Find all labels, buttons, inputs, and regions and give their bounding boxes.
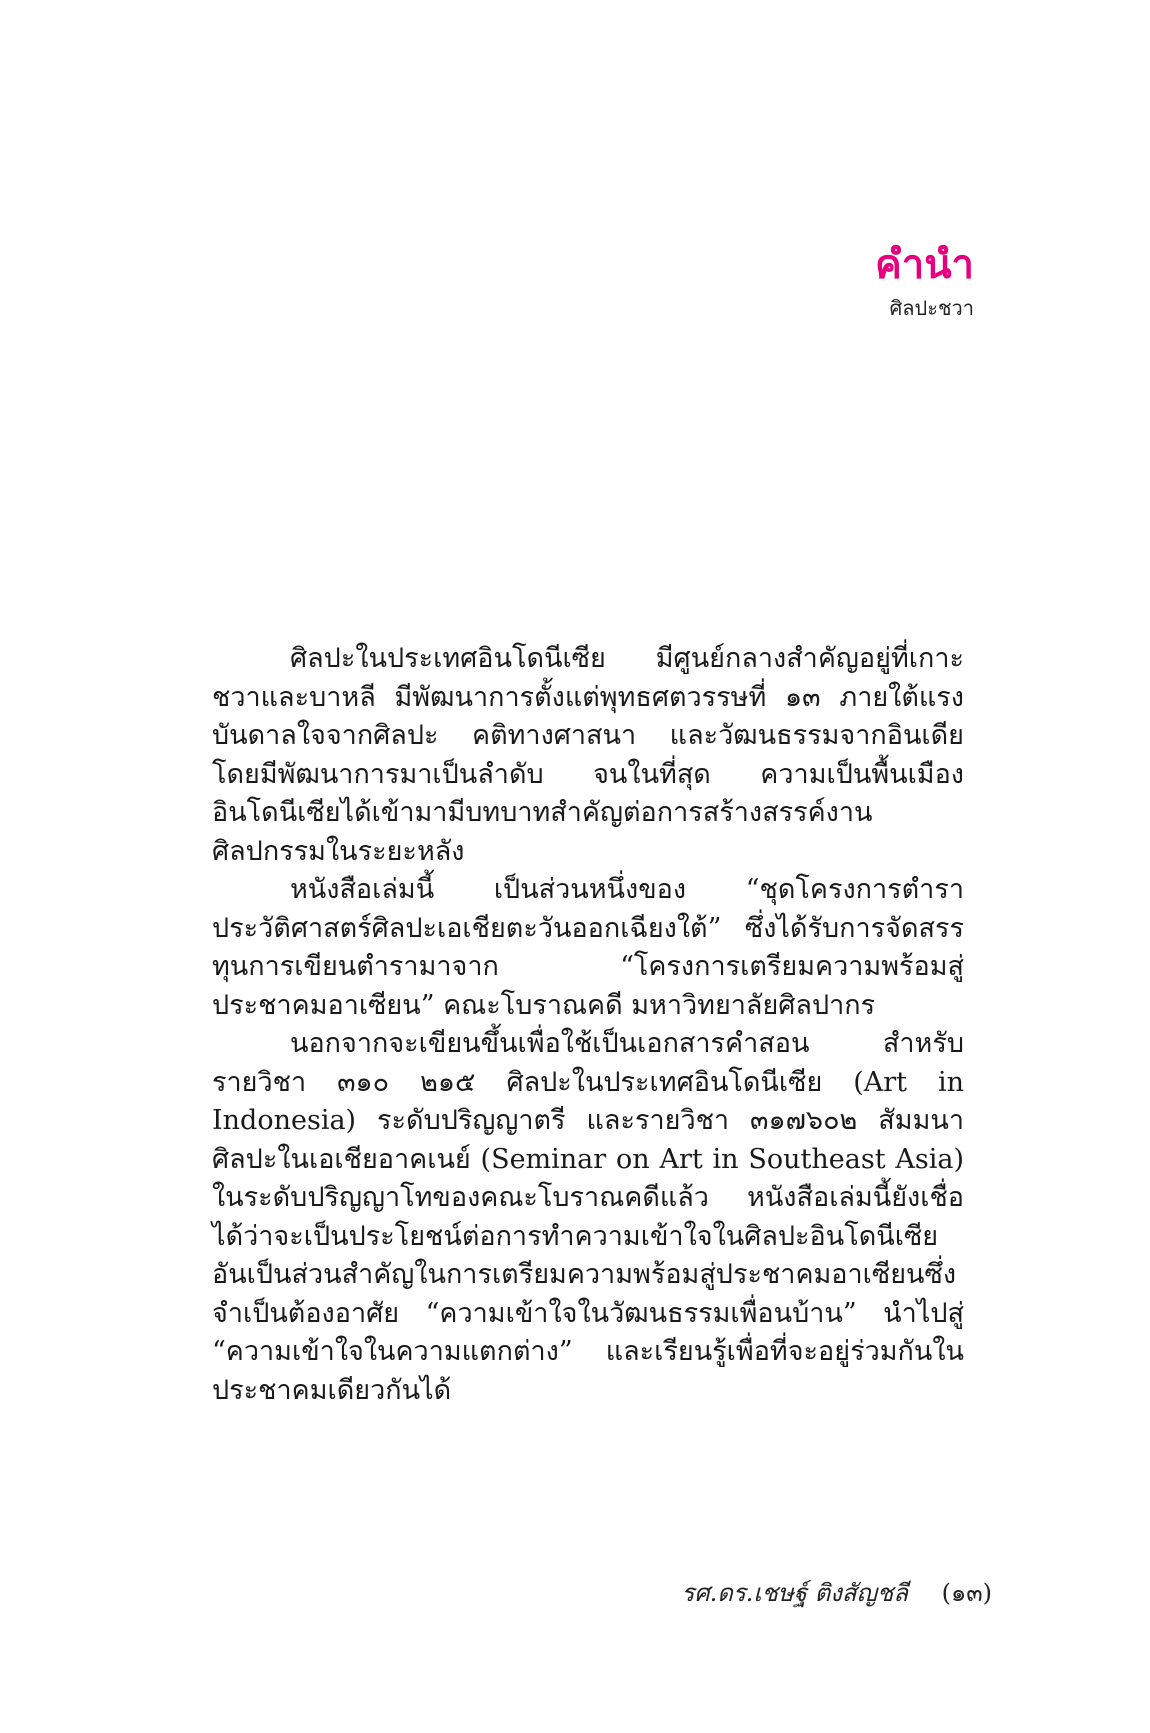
page-footer — [682, 1578, 992, 1608]
book-subtitle: ศิลปะชวา — [889, 296, 974, 320]
page-number: (๑๓) — [941, 1579, 992, 1607]
heading-block — [875, 240, 974, 322]
paragraph-3: นอกจากจะเขียนขึ้นเพื่อใช้เป็นเอกสารคำสอน สำหรับรายวิชา ๓๑๐ ๒๑๕ ศิลปะในประเทศอินโดนีเซีย (Art in Indonesia) ระดับปริญญาตรี และรายวิชา ๓๑๗๖๐๒ สัมมนาศิลปะในเอเชียอาคเนย์ (Seminar on Art in Southeast Asia) ในระดับปริญญาโทของคณะโบราณคดีแล้ว หนังสือเล่มนี้ยังเชื่อได้ว่าจะเป็นประโยชน์ต่อการทำความเข้าใจในศิลปะอินโดนีเซีย อันเป็นส่วนสำคัญในการเตรียมความพร้อมสู่ประชาคมอาเซียนซึ่งจำเป็นต้องอาศัย “ความเข้าใจในวัฒนธรรมเพื่อนบ้าน” นำไปสู่ “ความเข้าใจในความแตกต่าง” และเรียนรู้เพื่อที่จะอยู่ร่วมกันในประชาคมเดียวกันได้ — [212, 1028, 964, 1406]
page-title: คำนำ — [874, 242, 974, 288]
paragraph-2: หนังสือเล่มนี้ เป็นส่วนหนึ่งของ “ชุดโครงการตำราประวัติศาสตร์ศิลปะเอเชียตะวันออกเฉียงใต้” ซึ่งได้รับการจัดสรรทุนการเขียนตำรามาจาก “โครงการเตรียมความพร้อมสู่ประชาคมอาเซียน” คณะโบราณคดี มหาวิทยาลัยศิลปากร — [212, 874, 964, 1021]
body-text — [212, 640, 964, 1410]
paragraph-1: ศิลปะในประเทศอินโดนีเซีย มีศูนย์กลางสำคัญอยู่ที่เกาะชวาและบาหลี มีพัฒนาการตั้งแต่พุทธศตวรรษที่ ๑๓ ภายใต้แรงบันดาลใจจากศิลปะ คติทางศาสนา และวัฒนธรรมจากอินเดีย โดยมีพัฒนาการมาเป็นลำดับ จนในที่สุด ความเป็นพื้นเมืองอินโดนีเซียได้เข้ามามีบทบาทสำคัญต่อการสร้างสรรค์งานศิลปกรรมในระยะหลัง — [212, 643, 964, 867]
footer-author: รศ.ดร.เชษฐ์ ติงสัญชลี — [681, 1579, 908, 1607]
